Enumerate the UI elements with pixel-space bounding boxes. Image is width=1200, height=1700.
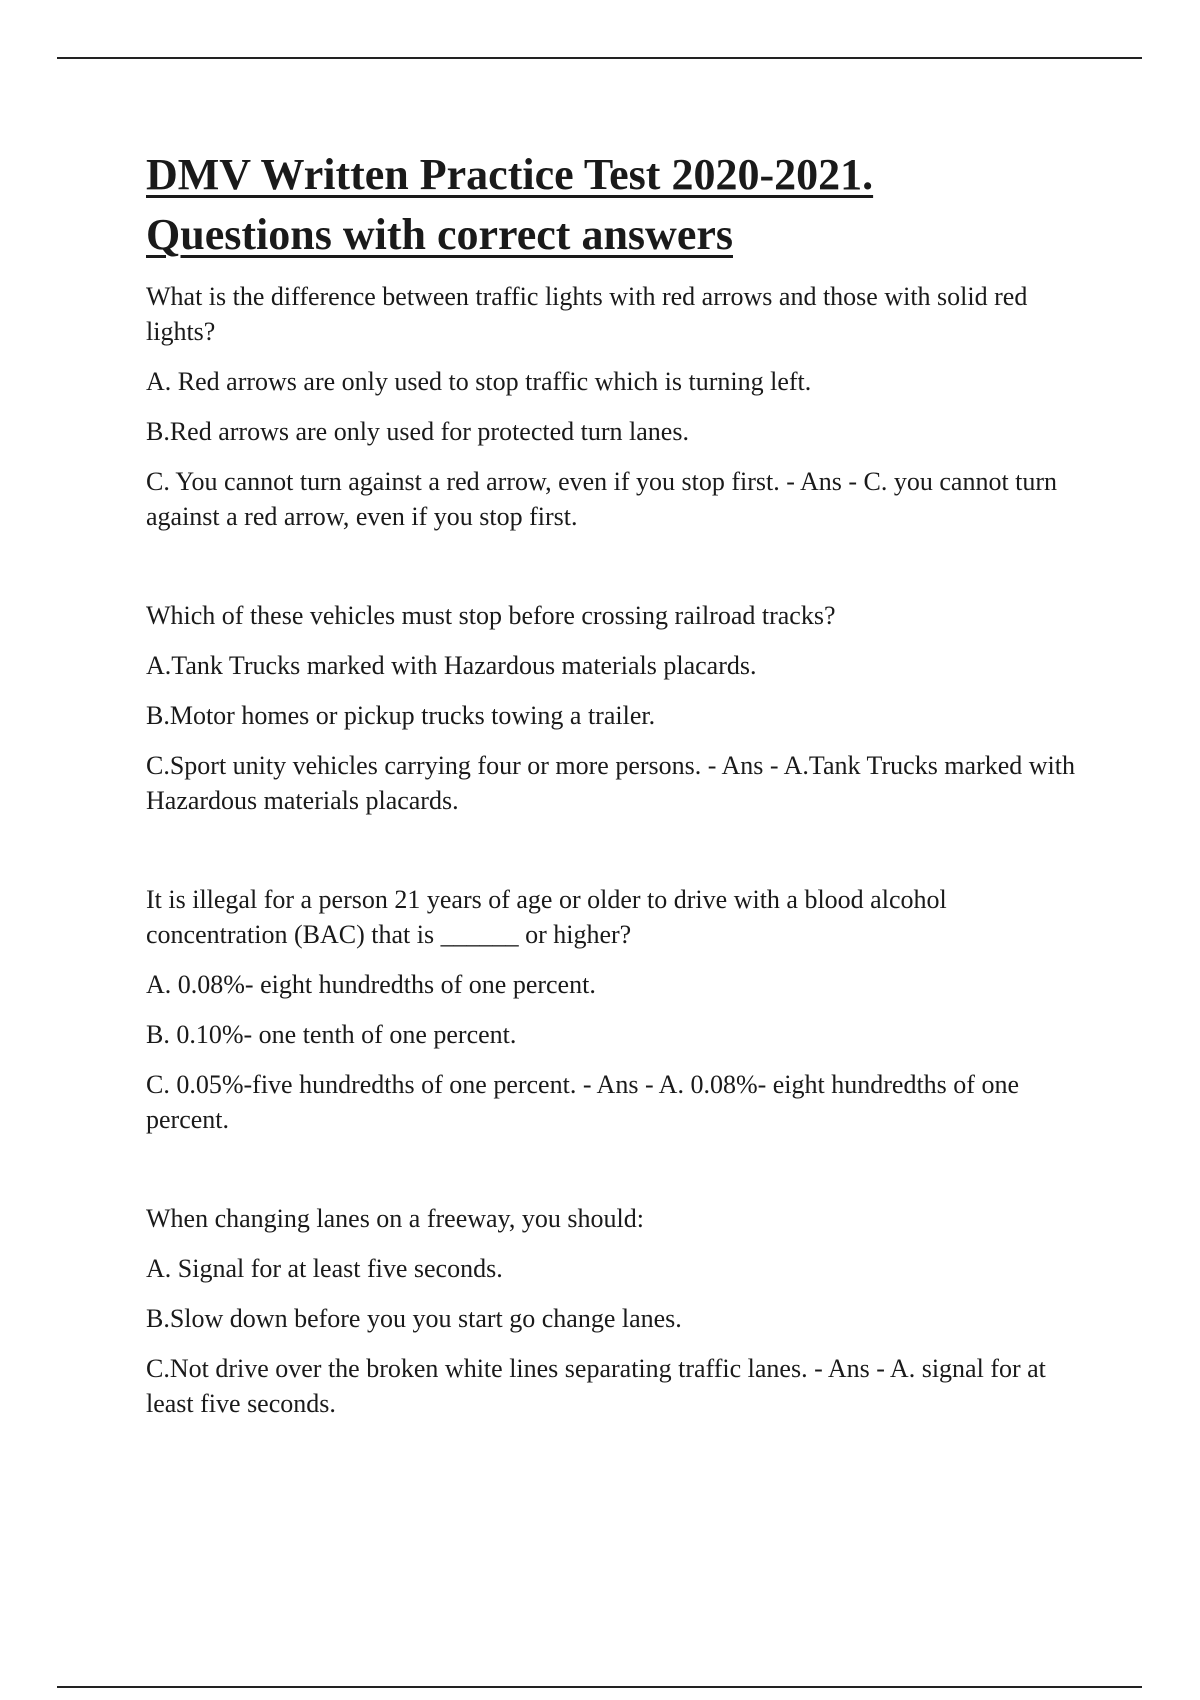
option-c-with-answer: C.Not drive over the broken white lines separating traffic lanes. - Ans - A. signal for at least five seconds. <box>146 1354 1046 1418</box>
option-b: B.Red arrows are only used for protected turn lanes. <box>146 417 689 446</box>
top-rule <box>57 57 1142 59</box>
document-title <box>146 145 1081 265</box>
bottom-rule <box>57 1686 1142 1688</box>
title-line-1: DMV Written Practice Test 2020-2021. <box>146 150 874 199</box>
question-text: When changing lanes on a freeway, you should: <box>146 1204 644 1233</box>
question-block-1 <box>146 279 1081 534</box>
question-text: It is illegal for a person 21 years of age or older to drive with a blood alcohol concentration (BAC) that is ______ or higher? <box>146 885 947 949</box>
option-a: A. Signal for at least five seconds. <box>146 1254 503 1283</box>
option-c-with-answer: C. You cannot turn against a red arrow, even if you stop first. - Ans - C. you cannot turn against a red arrow, even if you stop first. <box>146 467 1058 531</box>
question-text: What is the difference between traffic lights with red arrows and those with solid red lights? <box>146 282 1028 346</box>
question-block-3 <box>146 882 1081 1137</box>
question-block-4 <box>146 1201 1081 1421</box>
option-b: B.Motor homes or pickup trucks towing a trailer. <box>146 701 656 730</box>
option-b: B.Slow down before you you start go change lanes. <box>146 1304 682 1333</box>
option-a: A. Red arrows are only used to stop traffic which is turning left. <box>146 367 812 396</box>
option-c-with-answer: C.Sport unity vehicles carrying four or more persons. - Ans - A.Tank Trucks marked with Hazardous materials placards. <box>146 751 1075 815</box>
option-b: B. 0.10%- one tenth of one percent. <box>146 1020 517 1049</box>
option-c-with-answer: C. 0.05%-five hundredths of one percent. - Ans - A. 0.08%- eight hundredths of one percent. <box>146 1070 1019 1134</box>
option-a: A. 0.08%- eight hundredths of one percent. <box>146 970 596 999</box>
question-block-2 <box>146 598 1081 818</box>
option-a: A.Tank Trucks marked with Hazardous materials placards. <box>146 651 757 680</box>
document-body <box>146 145 1081 1485</box>
title-line-2: Questions with correct answers <box>146 210 733 259</box>
question-text: Which of these vehicles must stop before crossing railroad tracks? <box>146 601 836 630</box>
